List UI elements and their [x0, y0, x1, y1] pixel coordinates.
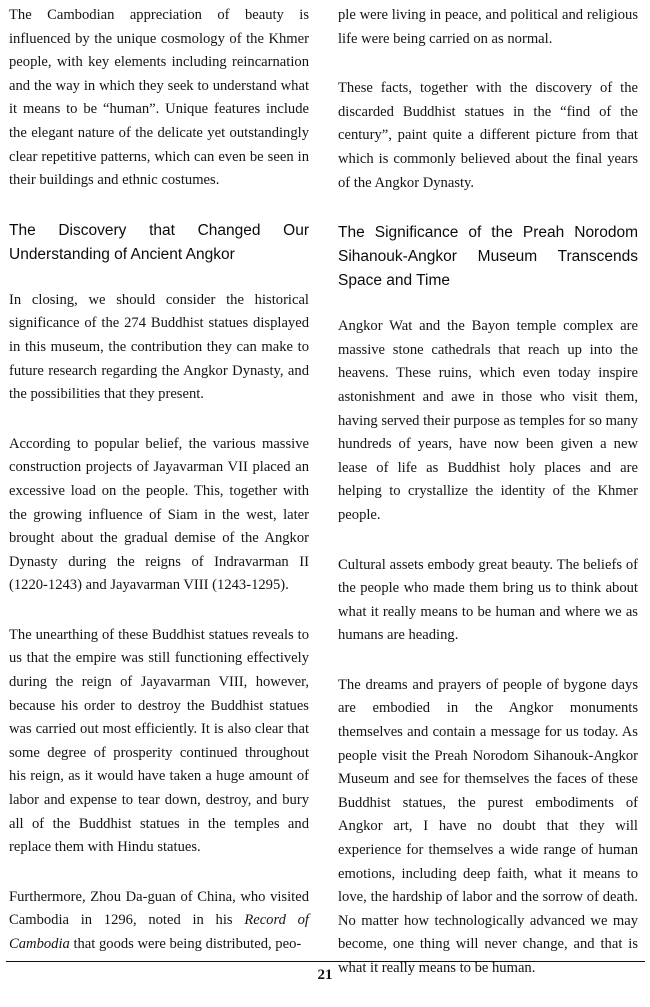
body-paragraph: These facts, together with the discovery of the discarded Buddhist statues in the “find of the century”, paint quite a different picture from that which is commonly believed about the final years of the Angkor Dynasty. [338, 80, 638, 191]
intro-paragraph: The Cambodian appreciation of beauty is influenced by the unique cosmology of the Khmer people, with key elements including reincarnation and the way in which they seek to understand what it means to be “human”. Unique features include the elegant nature of the delicate yet outstandingly clear repetitive patterns, which can even be seen in their buildings and ethnic costumes. [9, 7, 309, 189]
body-paragraph: The unearthing of these Buddhist statues reveals to us that the empire was still functioning effectively during the reign of Jayavarman VIII, however, because his order to destroy the Buddhist statues was carried out most efficiently. It is also clear that some degree of prosperity continued throughout his reign, as it would have taken a huge amount of labor and expense to tear down, destroy, and bury all of the Buddhist statues in the temples and replace them with Hindu statues. [9, 626, 309, 856]
heading-line: The Significance of the Preah Norodom [338, 224, 638, 242]
body-paragraph: Angkor Wat and the Bayon temple complex are massive stone cathedrals that reach up into the heavens. These ruins, which even today inspire astonishment and awe in those who visit them, having served their purpose as temples for so many hundreds of years, have now been given a new lease of life as Buddhist holy places and are helping to crystallize the identity of the Khmer people. [338, 318, 638, 523]
section-heading-discovery [9, 219, 309, 267]
page-number: 21 [317, 967, 333, 983]
heading-line: Understanding of Ancient Angkor [9, 245, 235, 263]
heading-line: Space and Time [338, 272, 451, 290]
body-paragraph: Cultural assets embody great beauty. The beliefs of the people who made them bring us to think about what it really means to be human and where we as humans are heading. [338, 556, 638, 644]
section-heading-significance [338, 221, 638, 293]
book-title: Record of Cambodia [9, 912, 309, 952]
heading-line: Sihanouk-Angkor Museum Transcends [338, 248, 638, 266]
continuation-paragraph: ple were living in peace, and political and religious life were being carried on as normal. [338, 7, 638, 47]
footer-rule [6, 961, 645, 962]
left-column [9, 4, 309, 983]
body-paragraph: In closing, we should consider the historical significance of the 274 Buddhist statues displayed in this museum, the contribution they can make to future research regarding the Angkor Dynasty, and the possibilities that they present. [9, 291, 309, 403]
text-run: that goods were being distributed, peo- [69, 936, 302, 952]
heading-line: The Discovery that Changed Our [9, 221, 309, 239]
text-run: Furthermore, Zhou Da-guan of China, who visited Cambodia in 1296, noted in his [9, 888, 309, 929]
body-paragraph: According to popular belief, the various massive construction projects of Jayavarman VII placed an excessive load on the people. This, together with the growing influence of Siam in the west, later brought about the gradual demise of the Angkor Dynasty during the reigns of Indravarman II (1220-1243) and Jayavarman VIII (1243-1295). [9, 435, 309, 594]
right-column [338, 4, 638, 1007]
body-paragraph [9, 886, 309, 957]
body-paragraph: The dreams and prayers of people of bygone days are embodied in the Angkor monuments themselves and contain a message for us today. As people visit the Preah Norodom Sihanouk-Angkor Museum and see for themselves the faces of these Buddhist statues, the purest embodiments of Angkor art, I have no doubt that they will experience for themselves a wide range of human emotions, including deep faith, what it means to love, the hardship of labor and the sorrow of death. No matter how technologically advanced we may become, one thing will never change, and that is what it really means to be human. [338, 676, 638, 976]
